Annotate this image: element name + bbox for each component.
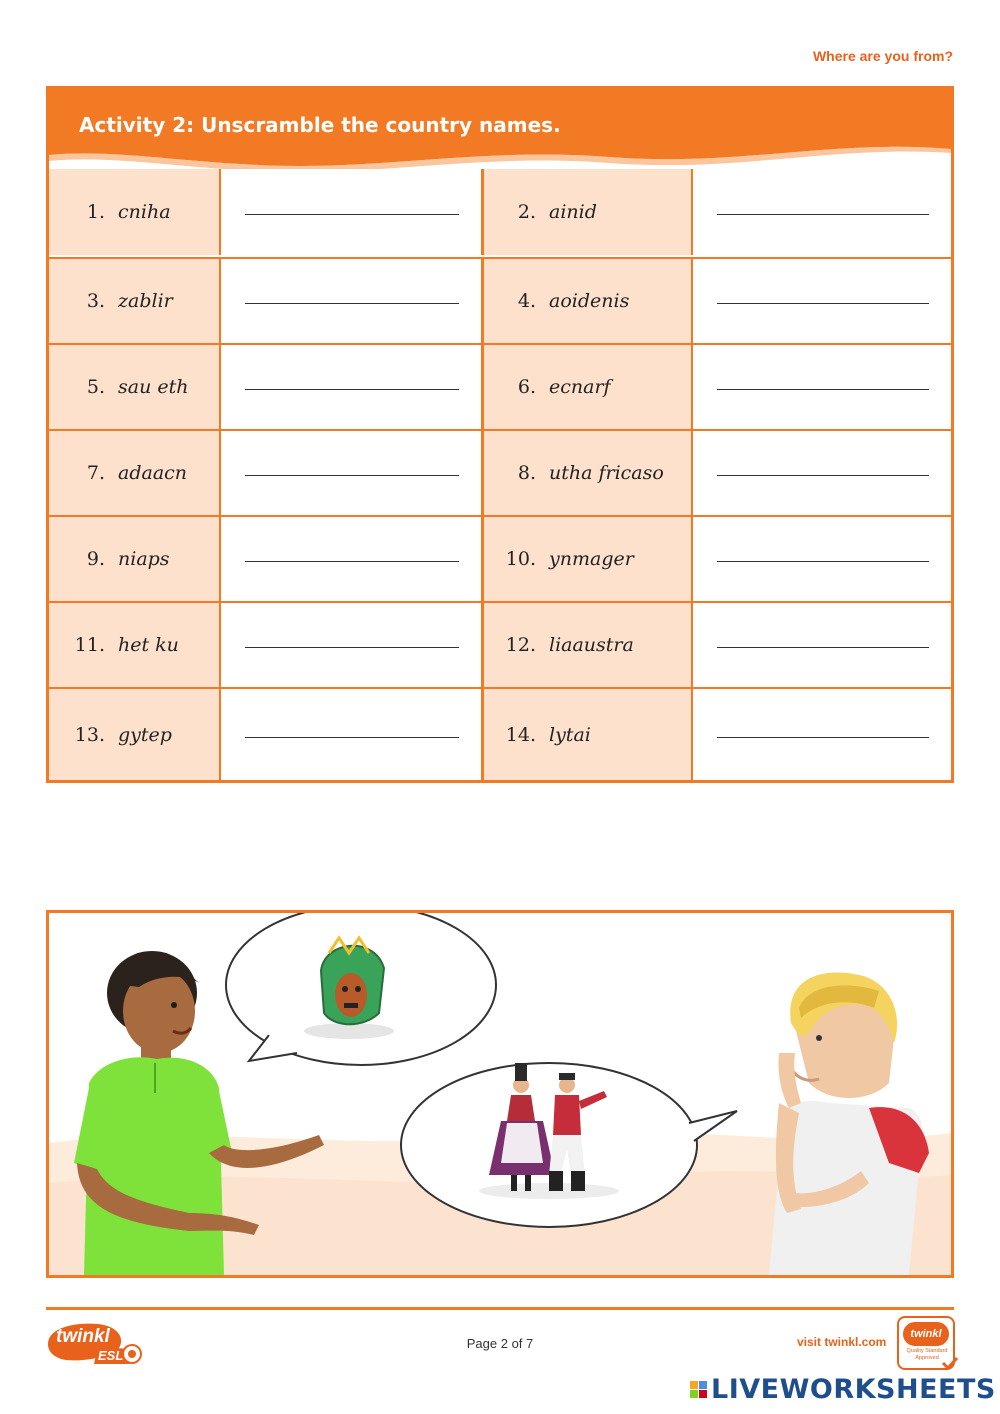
answer-line[interactable] (717, 561, 929, 562)
item-number: 4. (517, 290, 536, 312)
answer-line[interactable] (717, 303, 929, 304)
question-cell (481, 431, 691, 515)
grid-row (49, 687, 951, 780)
item-number: 5. (86, 376, 105, 398)
answer-cell[interactable] (219, 431, 481, 515)
scrambled-word: cniha (118, 201, 171, 223)
scrambled-word: ainid (549, 201, 597, 223)
answer-line[interactable] (717, 737, 929, 738)
speech-bubble-left (226, 913, 496, 1065)
scrambled-word: aoidenis (549, 290, 630, 312)
item-number: 2. (517, 201, 536, 223)
question-cell (49, 689, 219, 780)
activity-banner (49, 89, 951, 177)
item-number: 14. (505, 723, 536, 746)
answer-cell[interactable] (219, 345, 481, 429)
grid-row (49, 169, 951, 255)
question-cell (481, 259, 691, 343)
activity-box (46, 86, 954, 783)
scrambled-word: ynmager (549, 548, 634, 570)
scrambled-word: niaps (118, 548, 170, 570)
grid-row (49, 429, 951, 515)
answer-cell[interactable] (691, 689, 951, 780)
question-cell (481, 689, 691, 780)
scrambled-word: het ku (118, 634, 179, 656)
logo-subtitle: ESL (98, 1348, 124, 1363)
question-cell (481, 345, 691, 429)
footer-divider (46, 1307, 954, 1310)
scrambled-word: ecnarf (549, 376, 611, 398)
page-topic-label: Where are you from? (812, 48, 953, 64)
answer-line[interactable] (245, 561, 459, 562)
liveworksheets-logo-icon (690, 1381, 707, 1398)
answer-cell[interactable] (691, 517, 951, 601)
visit-twinkl-link[interactable]: visit twinkl.com (797, 1335, 887, 1349)
grid-row (49, 601, 951, 687)
question-cell (49, 431, 219, 515)
item-number: 10. (505, 548, 536, 570)
answer-cell[interactable] (691, 169, 951, 255)
answer-cell[interactable] (691, 603, 951, 687)
answer-line[interactable] (717, 647, 929, 648)
item-number: 12. (505, 634, 536, 656)
question-cell (481, 517, 691, 601)
check-icon (941, 1356, 959, 1370)
item-number: 6. (517, 376, 536, 398)
question-cell (49, 259, 219, 343)
question-cell (49, 169, 219, 255)
answer-cell[interactable] (691, 259, 951, 343)
scrambled-word: adaacn (118, 462, 188, 484)
scrambled-word: sau eth (118, 376, 189, 398)
scrambled-word: zablir (118, 290, 173, 312)
quality-badge (897, 1316, 955, 1370)
page-number: Page 2 of 7 (466, 1336, 534, 1351)
grid-row (49, 343, 951, 429)
grid-row (49, 515, 951, 601)
answer-line[interactable] (245, 737, 459, 738)
question-cell (481, 169, 691, 255)
scrambled-word: utha fricaso (549, 462, 664, 484)
grid-row (49, 257, 951, 343)
badge-wordmark: twinkl (903, 1322, 949, 1346)
answer-line[interactable] (245, 389, 459, 390)
item-number: 3. (86, 290, 105, 312)
answer-cell[interactable] (219, 689, 481, 780)
answer-cell[interactable] (219, 169, 481, 255)
answer-line[interactable] (245, 214, 459, 215)
liveworksheets-watermark[interactable] (690, 1372, 996, 1406)
item-number: 11. (74, 634, 105, 656)
liveworksheets-wordmark: LIVEWORKSHEETS (711, 1373, 996, 1405)
answer-line[interactable] (717, 214, 929, 215)
item-number: 13. (74, 723, 105, 746)
boy-thinking-illustration (769, 972, 929, 1275)
answer-line[interactable] (717, 475, 929, 476)
scrambled-word: liaaustra (549, 634, 634, 656)
answer-cell[interactable] (691, 431, 951, 515)
item-number: 7. (86, 462, 105, 484)
item-number: 8. (517, 462, 536, 484)
answer-line[interactable] (245, 647, 459, 648)
question-cell (481, 603, 691, 687)
question-cell (49, 517, 219, 601)
conversation-illustration (46, 910, 954, 1278)
scrambled-word: lytai (549, 723, 591, 746)
answer-line[interactable] (245, 475, 459, 476)
answer-cell[interactable] (219, 259, 481, 343)
item-number: 1. (86, 201, 105, 223)
answer-line[interactable] (245, 303, 459, 304)
scrambled-word: gytep (118, 723, 172, 746)
question-cell (49, 345, 219, 429)
answer-cell[interactable] (691, 345, 951, 429)
item-number: 9. (86, 548, 105, 570)
logo-wordmark: twinkl (56, 1326, 110, 1347)
unscramble-grid (49, 169, 951, 780)
activity-title: Activity 2: Unscramble the country names. (79, 113, 561, 137)
answer-line[interactable] (717, 389, 929, 390)
badge-caption: Quality Standard Approved (906, 1348, 948, 1361)
answer-cell[interactable] (219, 603, 481, 687)
question-cell (49, 603, 219, 687)
answer-cell[interactable] (219, 517, 481, 601)
